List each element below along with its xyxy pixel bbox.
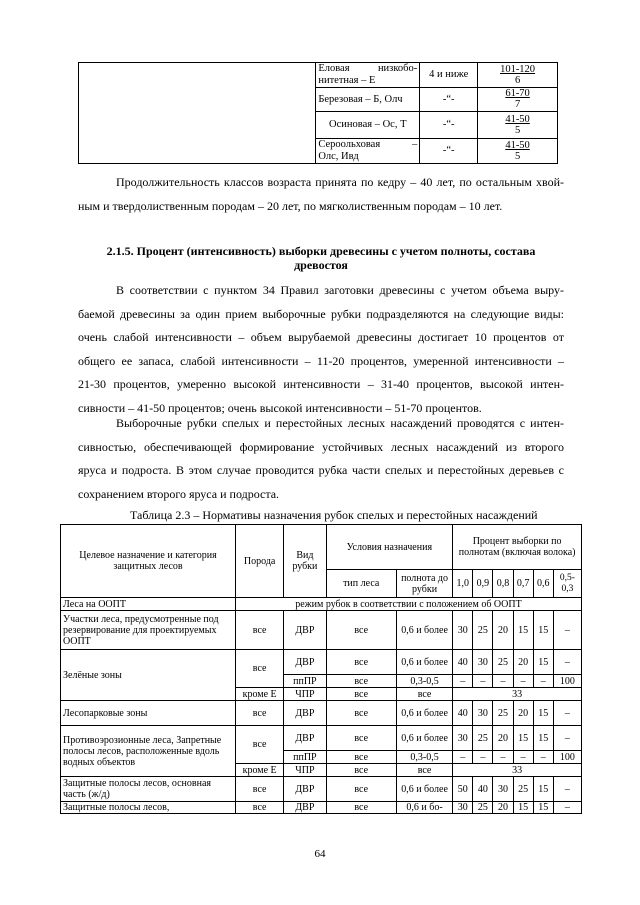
- value-cell: –: [533, 675, 553, 688]
- value-cell: 15: [513, 726, 533, 751]
- value-cell: –: [453, 675, 473, 688]
- value-cell: 40: [473, 777, 493, 802]
- purpose-cell: Защитные полосы лесов,: [61, 802, 236, 814]
- table-row: [61, 650, 582, 675]
- value-cell: –: [553, 701, 581, 726]
- header-d09: 0,9: [473, 570, 493, 598]
- fraction-cell: $\frac{41-50}{5}$: [478, 112, 558, 139]
- merged-value-cell: 33: [453, 764, 582, 777]
- value-cell: 100: [553, 675, 581, 688]
- header-conditions: Условия назначения: [326, 525, 453, 570]
- density-cell: 0,6 и более: [396, 777, 452, 802]
- age-class-cell: -“-: [420, 88, 478, 112]
- table-row: [61, 701, 582, 726]
- value-cell: 15: [533, 650, 553, 675]
- density-cell: 0,6 и более: [396, 701, 452, 726]
- value-cell: –: [553, 802, 581, 814]
- value-cell: 50: [453, 777, 473, 802]
- density-cell: все: [396, 688, 452, 701]
- species-cell: Еловая низкобо- нитетная – Е: [316, 63, 420, 88]
- species-cell: Сероольховая – Олс, Ивд: [316, 139, 420, 164]
- species-cell: все: [236, 611, 284, 650]
- species-cell: все: [236, 701, 284, 726]
- species-cell: все: [236, 726, 284, 764]
- value-cell: 40: [453, 701, 473, 726]
- species-cell: Осиновая – Ос, Т: [316, 112, 420, 139]
- value-cell: 30: [453, 802, 473, 814]
- cut-cell: ДВР: [284, 701, 326, 726]
- value-cell: 25: [493, 650, 513, 675]
- fraction-cell: $\frac{41-50}{5}$: [478, 139, 558, 164]
- table-row: [61, 802, 582, 814]
- density-cell: 0,6 и более: [396, 726, 452, 751]
- header-species: Порода: [236, 525, 284, 598]
- value-cell: 15: [533, 611, 553, 650]
- value-cell: –: [513, 675, 533, 688]
- purpose-cell: Лесопарковые зоны: [61, 701, 236, 726]
- header-d10: 1,0: [453, 570, 473, 598]
- table-row: [61, 726, 582, 751]
- fraction-cell: $\frac{101-120}{6}$: [478, 63, 558, 88]
- value-cell: –: [473, 751, 493, 764]
- cutting-norms-table: [60, 524, 582, 814]
- purpose-cell: Противоэрозионные леса, Запретные полосы лесов, расположенные вдоль водных объектов: [61, 726, 236, 777]
- header-density: полнота до рубки: [396, 570, 452, 598]
- value-cell: 20: [493, 611, 513, 650]
- intensity-paragraph: В соответствии с пунктом 34 Правил заготовки древесины с учетом объема выру- баемой древесины за один прием выборочные рубки подразделяются на следующие виды: очень слабой интенсивности – объем вырубаемой древесины достигает 10 процентов от общего ее запаса, слабой интенсивности – 11-20 процентов, умеренной интенсивности – 21-30 процентов, умеренно высокой интенсивности – 31-40 процентов, высокой интен- сивности – 41-50 процентов; очень высокой интенсивности – 51-70 процентов.: [78, 283, 564, 415]
- header-d07: 0,7: [513, 570, 533, 598]
- value-cell: –: [453, 751, 473, 764]
- header-d06: 0,6: [533, 570, 553, 598]
- value-cell: 30: [473, 650, 493, 675]
- cut-cell: ДВР: [284, 802, 326, 814]
- table-caption: Таблица 2.3 – Нормативы назначения рубок спелых и перестойных насаждений: [130, 508, 538, 522]
- header-d08: 0,8: [493, 570, 513, 598]
- cut-cell: ДВР: [284, 650, 326, 675]
- species-cell: все: [236, 650, 284, 688]
- top-table: [78, 62, 558, 164]
- value-cell: 25: [473, 726, 493, 751]
- value-cell: 15: [513, 802, 533, 814]
- forest-type-cell: все: [326, 802, 396, 814]
- age-class-cell: -“-: [420, 112, 478, 139]
- age-class-paragraph: Продолжительность классов возраста принята по кедру – 40 лет, по остальным хвой- ным и твердолиственным породам – 20 лет, по мягколиственным породам – 10 лет.: [78, 175, 564, 213]
- cut-cell: ДВР: [284, 726, 326, 751]
- cut-cell: ДВР: [284, 777, 326, 802]
- header-d0503: 0,5-0,3: [553, 570, 581, 598]
- value-cell: 15: [533, 726, 553, 751]
- forest-type-cell: все: [326, 701, 396, 726]
- cut-cell: ппПР: [284, 751, 326, 764]
- density-cell: 0,6 и более: [396, 611, 452, 650]
- value-cell: 100: [553, 751, 581, 764]
- forest-type-cell: все: [326, 777, 396, 802]
- cut-cell: ппПР: [284, 675, 326, 688]
- age-class-cell: 4 и ниже: [420, 63, 478, 88]
- value-cell: –: [513, 751, 533, 764]
- header-purpose: Целевое назначение и категория защитных лесов: [61, 525, 236, 598]
- value-cell: –: [553, 726, 581, 751]
- page-number: 64: [314, 848, 326, 860]
- cut-cell: ДВР: [284, 611, 326, 650]
- value-cell: 25: [473, 611, 493, 650]
- fraction-cell: $\frac{61-70}{7}$: [478, 88, 558, 112]
- value-cell: 15: [533, 802, 553, 814]
- forest-type-cell: все: [326, 751, 396, 764]
- table-row: [61, 598, 582, 611]
- density-cell: 0,6 и более: [396, 650, 452, 675]
- value-cell: –: [533, 751, 553, 764]
- table-row: [61, 611, 582, 650]
- value-cell: 20: [513, 650, 533, 675]
- purpose-cell: Защитные полосы лесов, основная часть (ж/д): [61, 777, 236, 802]
- species-cell: кроме Е: [236, 688, 284, 701]
- oopt-mode-cell: режим рубок в соответствии с положением об ООПТ: [236, 598, 582, 611]
- cut-cell: ЧПР: [284, 764, 326, 777]
- header-forest-type: тип леса: [326, 570, 396, 598]
- table-row: [79, 63, 558, 88]
- species-cell: Березовая – Б, Олч: [316, 88, 420, 112]
- purpose-cell: Участки леса, предусмотренные под резервирование для проектируемых ООПТ: [61, 611, 236, 650]
- section-heading: 2.1.5. Процент (интенсивность) выборки древесины с учетом полноты, состава древостоя: [106, 244, 536, 272]
- density-cell: 0,3-0,5: [396, 675, 452, 688]
- forest-type-cell: все: [326, 726, 396, 751]
- value-cell: 25: [473, 802, 493, 814]
- value-cell: –: [553, 650, 581, 675]
- value-cell: 30: [493, 777, 513, 802]
- value-cell: –: [553, 777, 581, 802]
- value-cell: 20: [493, 726, 513, 751]
- value-cell: 20: [493, 802, 513, 814]
- forest-type-cell: все: [326, 611, 396, 650]
- value-cell: 15: [513, 611, 533, 650]
- species-cell: все: [236, 802, 284, 814]
- value-cell: 15: [533, 701, 553, 726]
- header-cut-type: Вид рубки: [284, 525, 326, 598]
- forest-type-cell: все: [326, 675, 396, 688]
- value-cell: –: [473, 675, 493, 688]
- cut-cell: ЧПР: [284, 688, 326, 701]
- purpose-cell: Леса на ООПТ: [61, 598, 236, 611]
- value-cell: –: [493, 675, 513, 688]
- value-cell: 15: [533, 777, 553, 802]
- species-cell: все: [236, 777, 284, 802]
- merged-value-cell: 33: [453, 688, 582, 701]
- value-cell: 30: [453, 726, 473, 751]
- value-cell: 20: [513, 701, 533, 726]
- header-percent: Процент выборки по полнотам (включая волока): [453, 525, 582, 570]
- value-cell: 25: [493, 701, 513, 726]
- age-class-cell: -“-: [420, 139, 478, 164]
- forest-type-cell: все: [326, 650, 396, 675]
- table-row: [61, 777, 582, 802]
- value-cell: –: [553, 611, 581, 650]
- value-cell: 40: [453, 650, 473, 675]
- density-cell: 0,6 и бо-: [396, 802, 452, 814]
- forest-type-cell: все: [326, 764, 396, 777]
- density-cell: все: [396, 764, 452, 777]
- value-cell: 25: [513, 777, 533, 802]
- density-cell: 0,3-0,5: [396, 751, 452, 764]
- header-row: [61, 525, 582, 570]
- value-cell: 30: [453, 611, 473, 650]
- blank-cell: [79, 63, 316, 164]
- species-cell: кроме Е: [236, 764, 284, 777]
- selective-cutting-paragraph: Выборочные рубки спелых и перестойных лесных насаждений проводятся с интен- сивностью, обеспечивающей формирование устойчивых лесных насаждений из второго яруса и подроста. В этом случае проводится рубка части спелых и перестойных деревьев с сохранением второго яруса и подроста.: [78, 416, 564, 501]
- value-cell: 30: [473, 701, 493, 726]
- purpose-cell: Зелёные зоны: [61, 650, 236, 701]
- forest-type-cell: все: [326, 688, 396, 701]
- value-cell: –: [493, 751, 513, 764]
